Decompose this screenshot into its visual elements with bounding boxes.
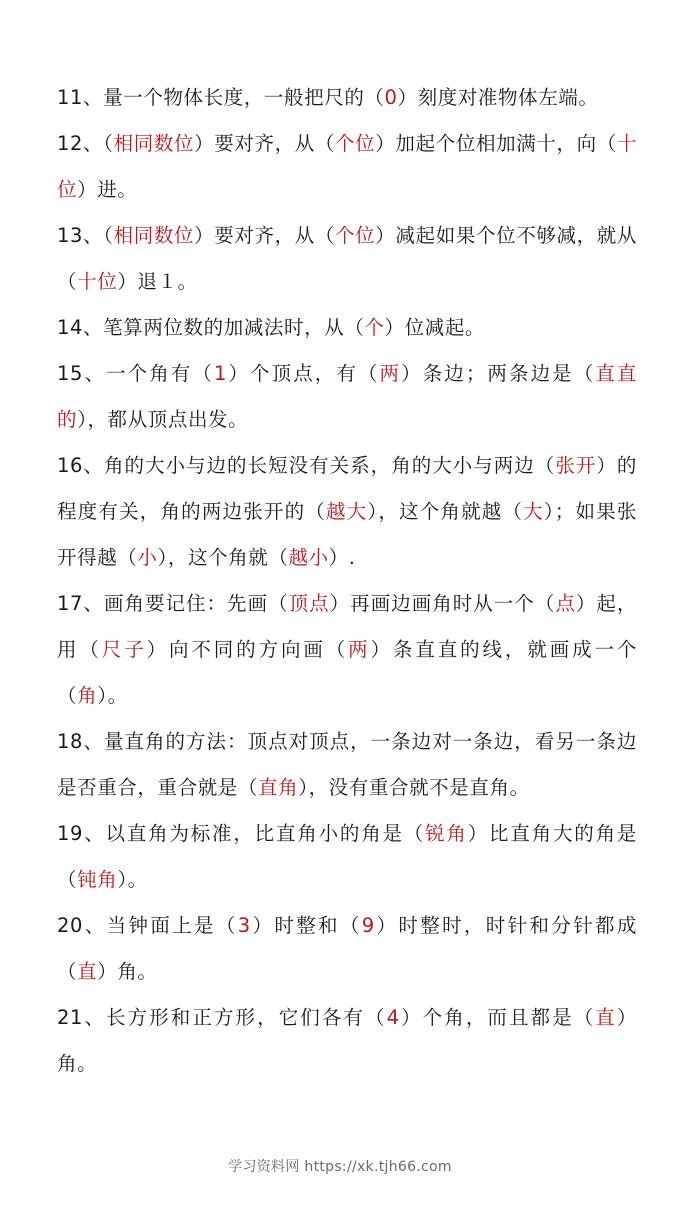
answer-16-5: 越小: [288, 546, 329, 569]
answer-17-5: 角: [77, 684, 98, 707]
item-19: [57, 811, 637, 903]
item-14: [57, 305, 637, 351]
item-20-seg-6: ）角。: [97, 960, 158, 983]
item-21-seg-4: ）角。: [57, 1006, 637, 1075]
answer-15-3: 直直的: [57, 362, 638, 431]
item-17-seg-0: 17、画角要记住：先画（: [57, 592, 289, 615]
answer-19-2: 钝角: [77, 868, 118, 891]
item-13-seg-4: ）减起如果个位不够减，就从（: [57, 224, 637, 293]
answer-20-1: 3: [237, 914, 251, 937]
item-16-seg-4: ），这个角就越（: [367, 500, 524, 523]
item-11-seg-0: 11、量一个物体长度，一般把尺的（: [57, 86, 385, 109]
answer-20-2: 9: [361, 914, 375, 937]
item-14-seg-0: 14、笔算两位数的加减法时，从（: [57, 316, 365, 339]
item-16: [57, 443, 637, 581]
item-14-seg-2: ）位减起。: [384, 316, 486, 339]
item-12: [57, 121, 637, 213]
item-12-seg-4: ）加起个位相加满十，向（: [375, 132, 617, 155]
answer-19-1: 锐角: [425, 822, 468, 845]
item-20: [57, 903, 637, 995]
item-16-seg-0: 16、角的大小与边的长短没有关系，角的大小与两边（: [57, 454, 556, 477]
item-12-seg-0: 12、（: [57, 132, 114, 155]
answer-18-1: 直角: [258, 776, 299, 799]
item-19-seg-0: 19、以直角为标准，比直角小的角是（: [57, 822, 426, 845]
footer-watermark: 学习资料网 https://xk.tjh66.com: [228, 1159, 452, 1175]
answer-12-2: 个位: [335, 132, 376, 155]
item-21-seg-0: 21、长方形和正方形，它们各有（: [57, 1006, 387, 1029]
answer-13-2: 个位: [335, 224, 376, 247]
answer-21-2: 直: [595, 1006, 617, 1029]
answer-14-1: 个: [364, 316, 385, 339]
item-11: [57, 75, 637, 121]
item-17-seg-8: ）条直直的线，就画成一个（: [57, 638, 638, 707]
answer-21-1: 4: [386, 1006, 400, 1029]
item-21: [57, 995, 637, 1087]
item-18: [57, 719, 637, 811]
item-20-seg-4: ）时整时，时针和分针都成（: [57, 914, 637, 983]
item-12-seg-2: ）要对齐，从（: [194, 132, 336, 155]
answer-16-4: 小: [137, 546, 158, 569]
answer-16-1: 张开: [555, 454, 597, 477]
item-18-seg-2: ），没有重合就不是直角。: [298, 776, 530, 799]
item-15-seg-4: ）条边；两条边是（: [401, 362, 596, 385]
item-15-seg-0: 15、一个角有（: [57, 362, 214, 385]
item-15-seg-2: ）个顶点，有（: [226, 362, 380, 385]
item-17-seg-6: ）向不同的方向画（: [146, 638, 349, 661]
answer-13-3: 十位: [77, 270, 118, 293]
item-17-seg-10: ）。: [97, 684, 128, 707]
item-16-seg-2: ）的程度有关，角的两边张开的（: [57, 454, 637, 523]
answer-13-1: 相同数位: [113, 224, 195, 247]
item-21-seg-2: ）个角，而且都是（: [399, 1006, 596, 1029]
answer-17-3: 尺子: [101, 638, 147, 661]
item-13-seg-2: ）要对齐，从（: [194, 224, 336, 247]
answer-17-2: 点: [555, 592, 576, 615]
item-13-seg-0: 13、（: [57, 224, 114, 247]
answer-16-3: 大: [523, 500, 544, 523]
answer-20-3: 直: [77, 960, 98, 983]
item-19-seg-4: ）。: [117, 868, 148, 891]
answer-15-1: 1: [213, 362, 227, 385]
item-16-seg-8: ），这个角就（: [157, 546, 289, 569]
item-13-seg-6: ）退１。: [117, 270, 198, 293]
item-20-seg-0: 20、当钟面上是（: [57, 914, 238, 937]
item-18-seg-0: 18、量直角的方法：顶点对顶点，一条边对一条边，看另一条边是否重合，重合就是（: [57, 730, 637, 799]
answer-12-1: 相同数位: [113, 132, 195, 155]
item-17-seg-2: ）再画边画角时从一个（: [329, 592, 556, 615]
item-15-seg-6: ），都从顶点出发。: [77, 408, 249, 431]
item-12-seg-6: ）进。: [77, 178, 138, 201]
document-body: [57, 75, 637, 1087]
answer-17-1: 顶点: [288, 592, 330, 615]
item-11-seg-2: ）刻度对准物体左端。: [397, 86, 599, 109]
item-20-seg-2: ）时整和（: [250, 914, 362, 937]
answer-17-4: 两: [348, 638, 371, 661]
item-16-seg-10: ）.: [328, 546, 356, 569]
answer-12-3: 十位: [57, 132, 637, 201]
item-16-seg-6: ）；如果张开得越（: [57, 500, 637, 569]
answer-15-2: 两: [379, 362, 402, 385]
item-17: [57, 581, 637, 719]
item-13: [57, 213, 637, 305]
item-15: [57, 351, 637, 443]
item-19-seg-2: ）比直角大的角是（: [57, 822, 637, 891]
item-17-seg-4: ）起，用（: [57, 592, 638, 661]
answer-16-2: 越大: [325, 500, 368, 523]
answer-11-1: 0: [384, 86, 398, 109]
